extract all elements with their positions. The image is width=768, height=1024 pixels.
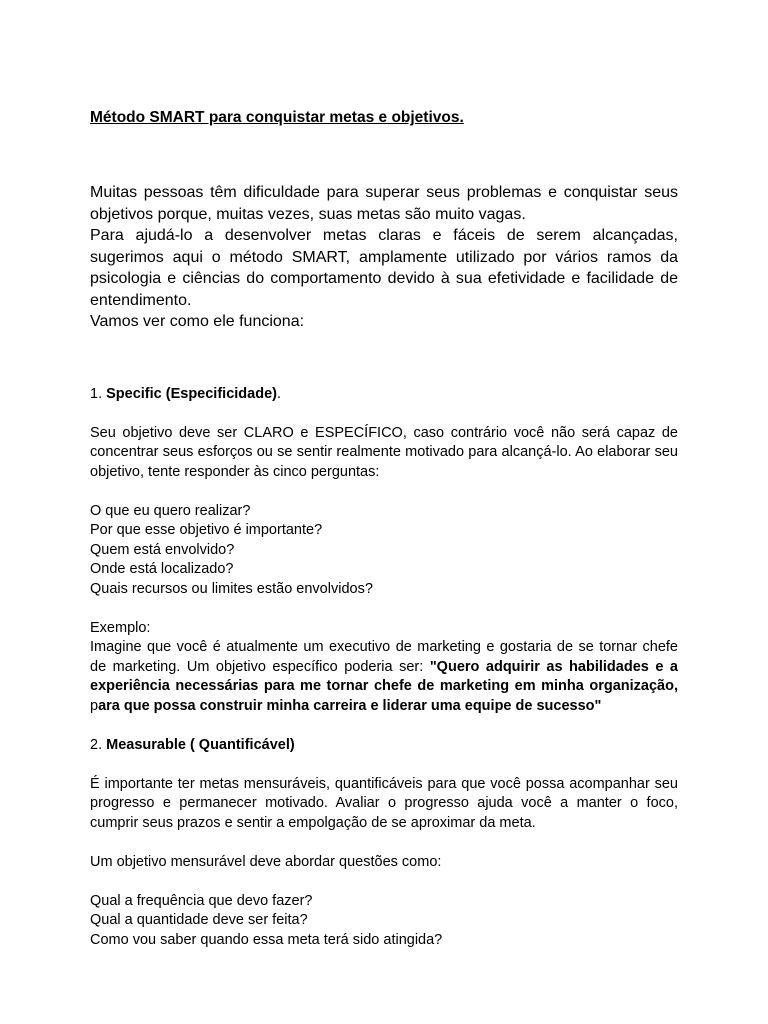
section-2-description: É importante ter metas mensuráveis, quantificáveis para que você possa acompanhar seu progresso e permanecer motivado. Avaliar o progresso ajuda você a manter o foco, cumprir seus prazos e sentir a empolgação de se aproximar da meta. (90, 775, 678, 831)
example-quote-part-a: "Quero adquirir as habilidades e a experiência necessárias para me tornar chefe de marketing em minha organização, (90, 658, 678, 694)
question-item: Qual a frequência que devo fazer? (90, 892, 313, 909)
section-1-description: Seu objetivo deve ser CLARO e ESPECÍFICO, caso contrário você não será capaz de concentrar seus esforços ou se sentir realmente motivado para alcançá-lo. Ao elaborar seu objetivo, tente responder às cinco perguntas: (90, 424, 678, 480)
example-paragraph: Imagine que você é atualmente um executivo de marketing e gostaria de se tornar chefe de marketing. Um objetivo específico poderia ser: "Quero adquirir as habilidades e a experiência necessárias para me tornar chefe de marketing em minha organização, para que possa construir minha carreira e liderar uma equipe de sucesso" (90, 639, 678, 714)
intro-paragraph-3: Vamos ver como ele funciona: (90, 313, 305, 330)
section-measurable (90, 716, 678, 950)
section-2-heading-text: Measurable ( Quantificável) (106, 736, 295, 753)
section-2-questions (90, 892, 678, 951)
intro-paragraph-1: Muitas pessoas têm dificuldade para superar seus problemas e conquistar seus objetivos porque, muitas vezes, suas metas são muito vagas. (90, 184, 678, 223)
example-label: Exemplo: (90, 619, 151, 636)
section-1-questions (90, 502, 678, 600)
document-title: Método SMART para conquistar metas e objetivos. (90, 109, 464, 126)
section-1-heading-text: Specific (Especificidade) (106, 385, 277, 402)
question-item: O que eu quero realizar? (90, 502, 251, 519)
question-item: Como vou saber quando essa meta terá sido atingida? (90, 931, 443, 948)
example-quote-part-b: ara que possa construir minha carreira e liderar uma equipe de sucesso" (98, 697, 602, 714)
question-item: Onde está localizado? (90, 561, 234, 577)
section-2-questions-intro: Um objetivo mensurável deve abordar questões como: (90, 853, 442, 870)
question-item: Quais recursos ou limites estão envolvidos? (90, 580, 373, 597)
section-specific (90, 385, 678, 717)
intro-paragraph-2: Para ajudá-lo a desenvolver metas claras e fáceis de serem alcançadas, sugerimos aqui o método SMART, amplamente utilizado por vários ramos da psicologia e ciências do comportamento devido à sua efetividade e facilidade de entendimento. (90, 227, 678, 309)
intro-section (90, 182, 678, 333)
question-item: Por que esse objetivo é importante? (90, 522, 323, 538)
section-2-heading: 2. Measurable ( Quantificável) (90, 736, 295, 753)
question-item: Quem está envolvido? (90, 541, 235, 558)
question-item: Qual a quantidade deve ser feita? (90, 912, 308, 928)
section-1-heading: 1. Specific (Especificidade). (90, 385, 281, 402)
